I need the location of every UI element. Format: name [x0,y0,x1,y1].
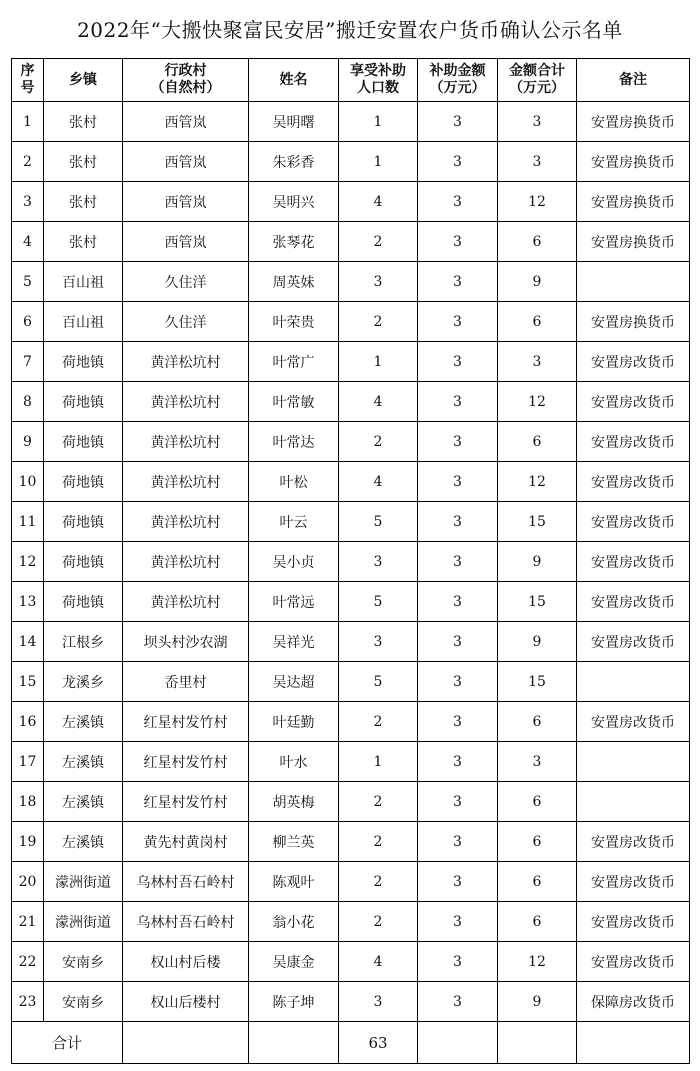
cell-subsidy: 3 [418,902,498,942]
cell-people: 4 [339,382,418,422]
header-subsidy: 补助金额 （万元） [418,59,498,102]
cell-total: 9 [498,262,577,302]
table-row [12,462,690,502]
cell-no: 20 [12,862,44,902]
header-total: 金额合计 （万元） [498,59,577,102]
table-row [12,342,690,382]
cell-no: 18 [12,782,44,822]
cell-note: 安置房改货币 [577,582,690,622]
table-row [12,302,690,342]
cell-subsidy: 3 [418,302,498,342]
table-header-row [12,59,690,102]
cell-name: 叶常敏 [249,382,339,422]
cell-note: 安置房改货币 [577,462,690,502]
header-no: 序 号 [12,59,44,102]
cell-note: 安置房换货币 [577,302,690,342]
cell-name: 吴明曙 [249,102,339,142]
cell-total: 3 [498,102,577,142]
cell-name: 陈观叶 [249,862,339,902]
cell-subsidy: 3 [418,102,498,142]
cell-no: 9 [12,422,44,462]
cell-subsidy: 3 [418,222,498,262]
cell-village: 久住洋 [123,262,249,302]
header-village: 行政村 （自然村） [123,59,249,102]
cell-total: 15 [498,582,577,622]
cell-town: 江根乡 [44,622,123,662]
header-people: 享受补助 人口数 [339,59,418,102]
cell-town: 荷地镇 [44,582,123,622]
cell-total: 6 [498,822,577,862]
cell-note: 安置房改货币 [577,382,690,422]
cell-subsidy: 3 [418,542,498,582]
cell-no: 6 [12,302,44,342]
cell-total: 6 [498,902,577,942]
table-row [12,182,690,222]
cell-subsidy: 3 [418,622,498,662]
cell-village: 红星村发竹村 [123,782,249,822]
cell-no: 14 [12,622,44,662]
cell-note: 安置房换货币 [577,222,690,262]
cell-people: 3 [339,262,418,302]
cell-village: 黄洋松坑村 [123,382,249,422]
cell-total: 9 [498,542,577,582]
table-row [12,942,690,982]
table-row [12,102,690,142]
cell-people: 2 [339,862,418,902]
cell-people: 2 [339,822,418,862]
cell-total: 15 [498,662,577,702]
cell-people: 2 [339,902,418,942]
cell-village: 西管岚 [123,142,249,182]
cell-total: 12 [498,942,577,982]
cell-note [577,782,690,822]
cell-note: 安置房改货币 [577,862,690,902]
cell-no: 12 [12,542,44,582]
cell-people: 1 [339,742,418,782]
cell-total: 6 [498,862,577,902]
cell-no: 19 [12,822,44,862]
cell-no: 13 [12,582,44,622]
table-row [12,222,690,262]
cell-no: 1 [12,102,44,142]
table-row [12,622,690,662]
cell-name: 朱彩香 [249,142,339,182]
table-row [12,742,690,782]
cell-people: 1 [339,102,418,142]
table-row [12,862,690,902]
total-cell-subsidy [418,1022,498,1064]
cell-no: 3 [12,182,44,222]
cell-village: 黄洋松坑村 [123,422,249,462]
cell-total: 3 [498,742,577,782]
cell-subsidy: 3 [418,742,498,782]
cell-note: 安置房改货币 [577,502,690,542]
total-row [12,1022,690,1064]
cell-town: 张村 [44,182,123,222]
cell-subsidy: 3 [418,462,498,502]
cell-people: 4 [339,182,418,222]
cell-town: 荷地镇 [44,462,123,502]
cell-note: 安置房改货币 [577,942,690,982]
cell-subsidy: 3 [418,262,498,302]
cell-subsidy: 3 [418,982,498,1022]
cell-people: 3 [339,982,418,1022]
cell-total: 9 [498,622,577,662]
cell-people: 4 [339,942,418,982]
cell-town: 濛洲街道 [44,862,123,902]
cell-no: 11 [12,502,44,542]
cell-subsidy: 3 [418,342,498,382]
table-row [12,782,690,822]
cell-town: 左溪镇 [44,742,123,782]
cell-no: 23 [12,982,44,1022]
header-town: 乡镇 [44,59,123,102]
cell-town: 荷地镇 [44,542,123,582]
cell-name: 吴达超 [249,662,339,702]
cell-note: 安置房改货币 [577,702,690,742]
table-row [12,382,690,422]
table-row [12,822,690,862]
cell-total: 15 [498,502,577,542]
cell-town: 左溪镇 [44,702,123,742]
cell-note: 安置房换货币 [577,182,690,222]
cell-town: 濛洲街道 [44,902,123,942]
total-cell-note [577,1022,690,1064]
cell-people: 2 [339,302,418,342]
table-row [12,502,690,542]
cell-village: 西管岚 [123,182,249,222]
cell-subsidy: 3 [418,422,498,462]
cell-no: 7 [12,342,44,382]
cell-total: 12 [498,382,577,422]
cell-name: 吴明兴 [249,182,339,222]
cell-total: 12 [498,462,577,502]
cell-name: 叶常广 [249,342,339,382]
cell-subsidy: 3 [418,942,498,982]
cell-town: 荷地镇 [44,422,123,462]
cell-town: 安南乡 [44,982,123,1022]
table-row [12,142,690,182]
cell-subsidy: 3 [418,862,498,902]
cell-note [577,742,690,782]
cell-town: 安南乡 [44,942,123,982]
cell-name: 吴祥光 [249,622,339,662]
cell-total: 3 [498,342,577,382]
cell-note: 安置房改货币 [577,902,690,942]
cell-town: 张村 [44,142,123,182]
cell-subsidy: 3 [418,502,498,542]
cell-people: 2 [339,422,418,462]
cell-no: 22 [12,942,44,982]
cell-village: 红星村发竹村 [123,742,249,782]
cell-no: 10 [12,462,44,502]
cell-town: 张村 [44,222,123,262]
cell-name: 叶水 [249,742,339,782]
cell-village: 西管岚 [123,102,249,142]
cell-town: 龙溪乡 [44,662,123,702]
cell-no: 2 [12,142,44,182]
cell-total: 9 [498,982,577,1022]
total-people: 63 [339,1022,418,1064]
cell-people: 5 [339,662,418,702]
cell-name: 周英妹 [249,262,339,302]
cell-no: 15 [12,662,44,702]
cell-note: 安置房改货币 [577,422,690,462]
cell-village: 黄洋松坑村 [123,502,249,542]
cell-name: 翁小花 [249,902,339,942]
cell-people: 1 [339,342,418,382]
table-row [12,422,690,462]
cell-people: 2 [339,222,418,262]
cell-town: 百山祖 [44,262,123,302]
cell-town: 荷地镇 [44,382,123,422]
cell-village: 黄洋松坑村 [123,582,249,622]
cell-town: 荷地镇 [44,342,123,382]
cell-town: 左溪镇 [44,782,123,822]
cell-subsidy: 3 [418,822,498,862]
table-row [12,982,690,1022]
cell-no: 16 [12,702,44,742]
cell-subsidy: 3 [418,142,498,182]
cell-people: 3 [339,542,418,582]
cell-total: 6 [498,302,577,342]
cell-town: 张村 [44,102,123,142]
cell-subsidy: 3 [418,782,498,822]
cell-village: 西管岚 [123,222,249,262]
cell-total: 3 [498,142,577,182]
total-cell-village [123,1022,249,1064]
cell-village: 岙里村 [123,662,249,702]
table-row [12,662,690,702]
cell-name: 叶松 [249,462,339,502]
cell-people: 1 [339,142,418,182]
cell-name: 叶云 [249,502,339,542]
cell-total: 6 [498,422,577,462]
cell-village: 坝头村沙农湖 [123,622,249,662]
table-row [12,902,690,942]
cell-no: 17 [12,742,44,782]
cell-people: 4 [339,462,418,502]
total-cell-name [249,1022,339,1064]
cell-no: 8 [12,382,44,422]
cell-people: 2 [339,702,418,742]
table-row [12,582,690,622]
cell-name: 叶常远 [249,582,339,622]
table-row [12,542,690,582]
cell-total: 6 [498,702,577,742]
cell-subsidy: 3 [418,662,498,702]
cell-name: 叶廷勤 [249,702,339,742]
cell-people: 2 [339,782,418,822]
cell-name: 叶常达 [249,422,339,462]
cell-note [577,262,690,302]
cell-name: 吴小贞 [249,542,339,582]
cell-village: 黄洋松坑村 [123,542,249,582]
cell-village: 黄先村黄岗村 [123,822,249,862]
cell-village: 乌林村吾石岭村 [123,902,249,942]
table-row [12,702,690,742]
cell-town: 百山祖 [44,302,123,342]
header-name: 姓名 [249,59,339,102]
cell-note: 安置房换货币 [577,142,690,182]
cell-village: 乌林村吾石岭村 [123,862,249,902]
cell-note: 安置房换货币 [577,102,690,142]
cell-no: 21 [12,902,44,942]
page-title: 2022年“大搬快聚富民安居”搬迁安置农户货币确认公示名单 [77,18,623,42]
cell-name: 张琴花 [249,222,339,262]
cell-name: 叶荣贵 [249,302,339,342]
header-note: 备注 [577,59,690,102]
cell-town: 左溪镇 [44,822,123,862]
cell-village: 红星村发竹村 [123,702,249,742]
cell-total: 12 [498,182,577,222]
cell-note: 安置房改货币 [577,822,690,862]
cell-village: 黄洋松坑村 [123,342,249,382]
cell-note: 安置房改货币 [577,622,690,662]
cell-people: 3 [339,622,418,662]
cell-subsidy: 3 [418,582,498,622]
cell-note: 安置房改货币 [577,542,690,582]
cell-name: 柳兰英 [249,822,339,862]
cell-no: 5 [12,262,44,302]
table-row [12,262,690,302]
cell-village: 久住洋 [123,302,249,342]
cell-village: 权山后楼村 [123,982,249,1022]
cell-people: 5 [339,582,418,622]
cell-subsidy: 3 [418,702,498,742]
cell-name: 陈子坤 [249,982,339,1022]
cell-total: 6 [498,222,577,262]
cell-no: 4 [12,222,44,262]
cell-people: 5 [339,502,418,542]
total-cell-total [498,1022,577,1064]
cell-note [577,662,690,702]
cell-village: 权山村后楼 [123,942,249,982]
relocation-table [11,58,690,1064]
cell-village: 黄洋松坑村 [123,462,249,502]
cell-subsidy: 3 [418,182,498,222]
cell-town: 荷地镇 [44,502,123,542]
cell-note: 安置房改货币 [577,342,690,382]
cell-note: 保障房改货币 [577,982,690,1022]
cell-name: 吴康金 [249,942,339,982]
cell-name: 胡英梅 [249,782,339,822]
total-label: 合计 [12,1022,123,1064]
cell-total: 6 [498,782,577,822]
cell-subsidy: 3 [418,382,498,422]
